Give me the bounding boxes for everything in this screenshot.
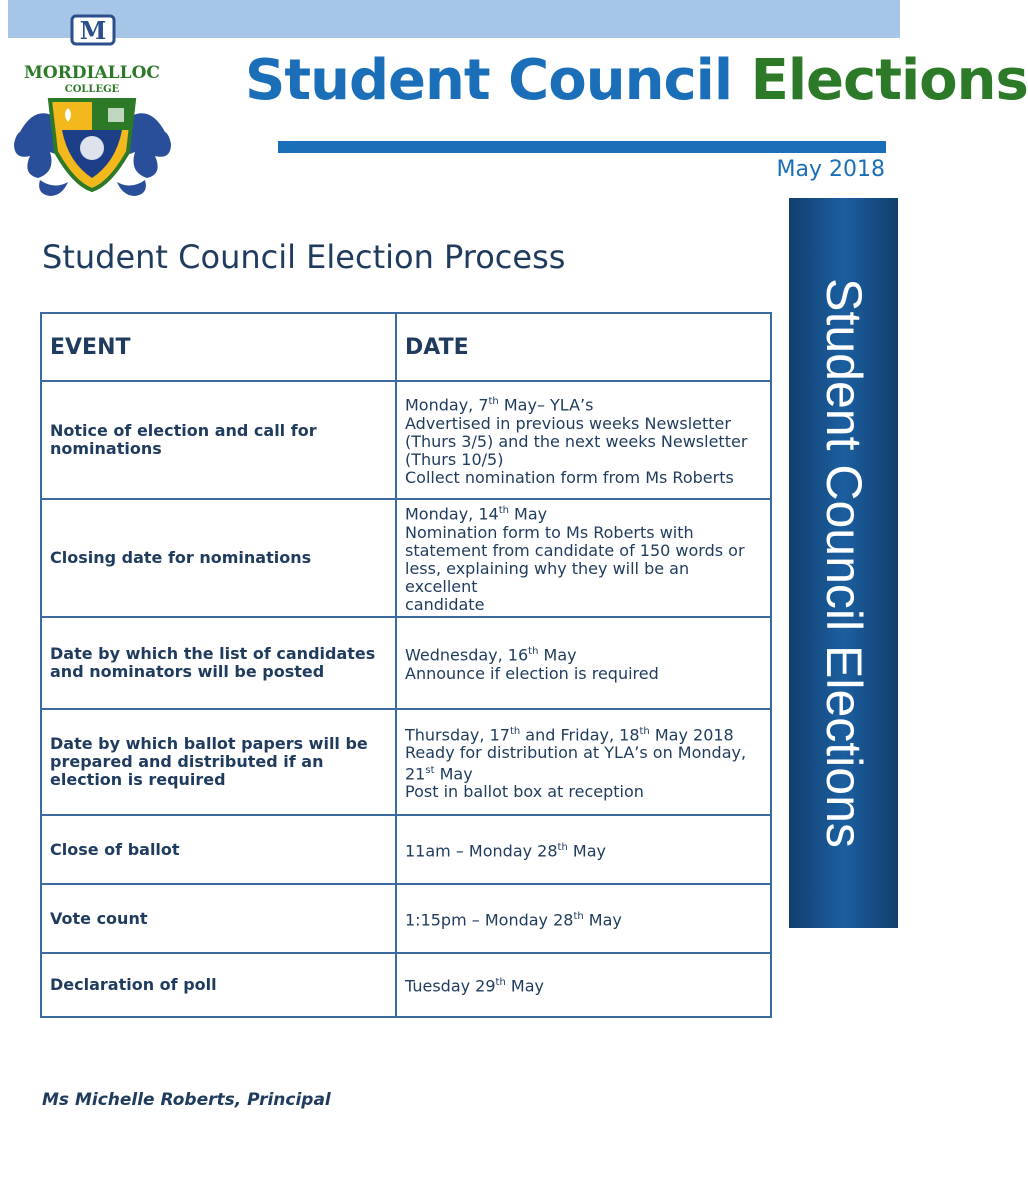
date-line: (Thurs 3/5) and the next weeks Newsletter xyxy=(405,431,748,451)
title-part-1: Student Council xyxy=(245,48,733,113)
table-row xyxy=(41,499,771,617)
date-line: 11am – Monday 28th May xyxy=(405,841,606,861)
college-crest-logo xyxy=(10,12,175,202)
date-line: Advertised in previous weeks Newsletter xyxy=(405,413,731,433)
date-line: Announce if election is required xyxy=(405,663,659,683)
date-line: less, explaining why they will be an excellent xyxy=(405,558,690,596)
date-line: Monday, 7th May– YLA’s xyxy=(405,395,594,415)
title-part-2: Elections xyxy=(750,48,1028,113)
event-cell: Vote count xyxy=(41,884,396,953)
date-cell xyxy=(396,709,771,815)
column-header-date: DATE xyxy=(396,313,771,381)
table-row xyxy=(41,617,771,709)
date-line: Ready for distribution at YLA’s on Monday, xyxy=(405,743,747,762)
sidebar-banner-text: Student Council Elections xyxy=(815,278,872,848)
date-cell xyxy=(396,884,771,953)
event-cell: Notice of election and call for nominations xyxy=(41,381,396,499)
event-cell: Closing date for nominations xyxy=(41,499,396,617)
table-row xyxy=(41,953,771,1017)
issue-date: May 2018 xyxy=(776,157,885,182)
date-line: Monday, 14th May xyxy=(405,504,548,524)
sidebar-banner xyxy=(789,198,898,928)
section-heading: Student Council Election Process xyxy=(42,238,566,276)
school-name: MORDIALLOC xyxy=(24,63,160,83)
title-underline-rule xyxy=(278,141,886,153)
date-cell xyxy=(396,499,771,617)
date-cell xyxy=(396,815,771,884)
date-cell xyxy=(396,381,771,499)
date-line: (Thurs 10/5) xyxy=(405,449,504,469)
table-row xyxy=(41,884,771,953)
column-header-event: EVENT xyxy=(41,313,396,381)
page-title xyxy=(245,46,1028,116)
date-line: statement from candidate of 150 words or xyxy=(405,540,745,560)
table-header-row xyxy=(41,313,771,381)
svg-text:M: M xyxy=(79,16,107,45)
event-cell: Date by which ballot papers will be prepared and distributed if an election is required xyxy=(41,709,396,815)
date-line: 21st May xyxy=(405,764,473,784)
date-line: Wednesday, 16th May xyxy=(405,645,577,665)
event-cell: Date by which the list of candidates and nominators will be posted xyxy=(41,617,396,709)
date-cell xyxy=(396,953,771,1017)
election-schedule-table xyxy=(40,312,772,1018)
school-sub: COLLEGE xyxy=(64,84,120,95)
date-line: Post in ballot box at reception xyxy=(405,782,644,802)
date-line: Thursday, 17th and Friday, 18th May 2018 xyxy=(405,725,734,744)
event-cell: Declaration of poll xyxy=(41,953,396,1017)
event-cell: Close of ballot xyxy=(41,815,396,884)
date-line: candidate xyxy=(405,594,485,614)
date-line: Tuesday 29th May xyxy=(405,976,544,996)
table-row xyxy=(41,815,771,884)
table-row xyxy=(41,381,771,499)
date-cell xyxy=(396,617,771,709)
date-line: Collect nomination form from Ms Roberts xyxy=(405,467,734,487)
table-row xyxy=(41,709,771,815)
date-line: 1:15pm – Monday 28th May xyxy=(405,910,622,930)
signature-line: Ms Michelle Roberts, Principal xyxy=(42,1090,331,1110)
date-line: Nomination form to Ms Roberts with xyxy=(405,522,694,542)
